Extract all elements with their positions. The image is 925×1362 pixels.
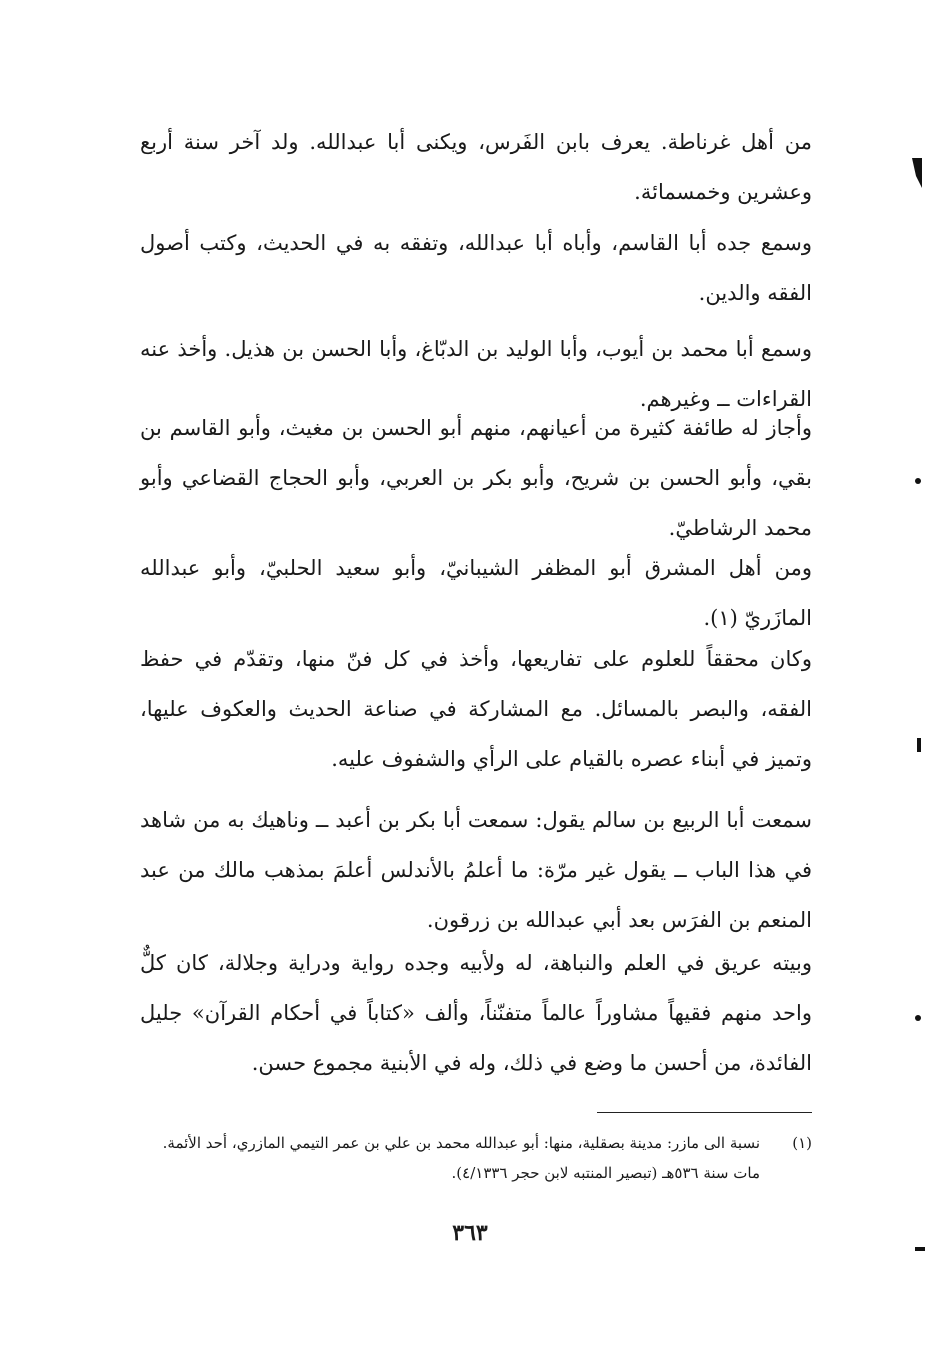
page-number: ٣٦٣ <box>452 1220 488 1246</box>
footnote <box>150 1128 812 1188</box>
paragraph-teachers: وسمع أبا محمد بن أيوب، وأبا الوليد بن الدبّاغ، وأبا الحسن بن هذيل. وأخذ عنه القراءات ــ وغيرهم. <box>140 337 812 411</box>
margin-mark <box>915 478 921 484</box>
margin-mark <box>915 1247 925 1251</box>
paragraph-early-study: وسمع جده أبا القاسم، وأباه أبا عبدالله، وتفقه به في الحديث، وكتب أصول الفقه والدين. <box>140 231 812 305</box>
paragraph-family: وبيته عريق في العلم والنباهة، له ولأبيه وجده رواية ودراية وجلالة، كان كلٌّ واحد منهم فقيهاً مشاوراً عالماً متفنّناً، وألف «كتاباً في أحكام القرآن» جليل الفائدة، من أحسن ما وضع في ذلك، وله في الأبنية مجموع حسن. <box>140 951 812 1075</box>
margin-mark <box>915 1015 921 1021</box>
paragraph-scholarship: وكان محققاً للعلوم على تفاريعها، وأخذ في كل فنّ منها، وتقدّم في حفظ الفقه، والبصر بالمسائل. مع المشاركة في صناعة الحديث والعكوف عليها، وتميز في أبناء عصره بالقيام على الرأي والشفوف عليه. <box>140 647 812 771</box>
margin-mark <box>917 738 921 752</box>
paragraph-testimony: سمعت أبا الربيع بن سالم يقول: سمعت أبا بكر بن أعبد ــ وناهيك به من شاهد في هذا الباب ــ يقول غير مرّة: ما أعلمُ بالأندلس أعلمَ بمذهب مالك من عبد المنعم بن الفرَس بعد أبي عبدالله بن زرقون. <box>140 808 812 932</box>
margin-mark <box>912 158 922 188</box>
paragraph-birth: من أهل غرناطة. يعرف بابن الفَرس، ويكنى أبا عبدالله. ولد آخر سنة أربع وعشرين وخمسمائة. <box>140 130 812 204</box>
footnote-divider <box>597 1112 812 1113</box>
paragraph-licenses: وأجاز له طائفة كثيرة من أعيانهم، منهم أبو الحسن بن مغيث، وأبو القاسم بن بقي، وأبو الحسن بن شريح، وأبو بكر بن العربي، وأبو الحجاج القضاعي وأبو محمد الرشاطيّ. <box>140 416 812 540</box>
footnote-number: (١) <box>792 1134 812 1152</box>
footnote-row <box>150 1128 812 1188</box>
footnote-text: نسبة الى مازر: مدينة بصقلية، منها: أبو عبدالله محمد بن علي بن عمر التيمي المازري، أحد الأئمة. مات سنة ٥٣٦هـ (تبصير المنتبه لابن حجر ٤/١٣٣٦). <box>162 1134 760 1182</box>
paragraph-eastern-scholars: ومن أهل المشرق أبو المظفر الشيبانيّ، وأبو سعيد الحلبيّ، وأبو عبدالله المازَريّ (١). <box>140 556 812 630</box>
